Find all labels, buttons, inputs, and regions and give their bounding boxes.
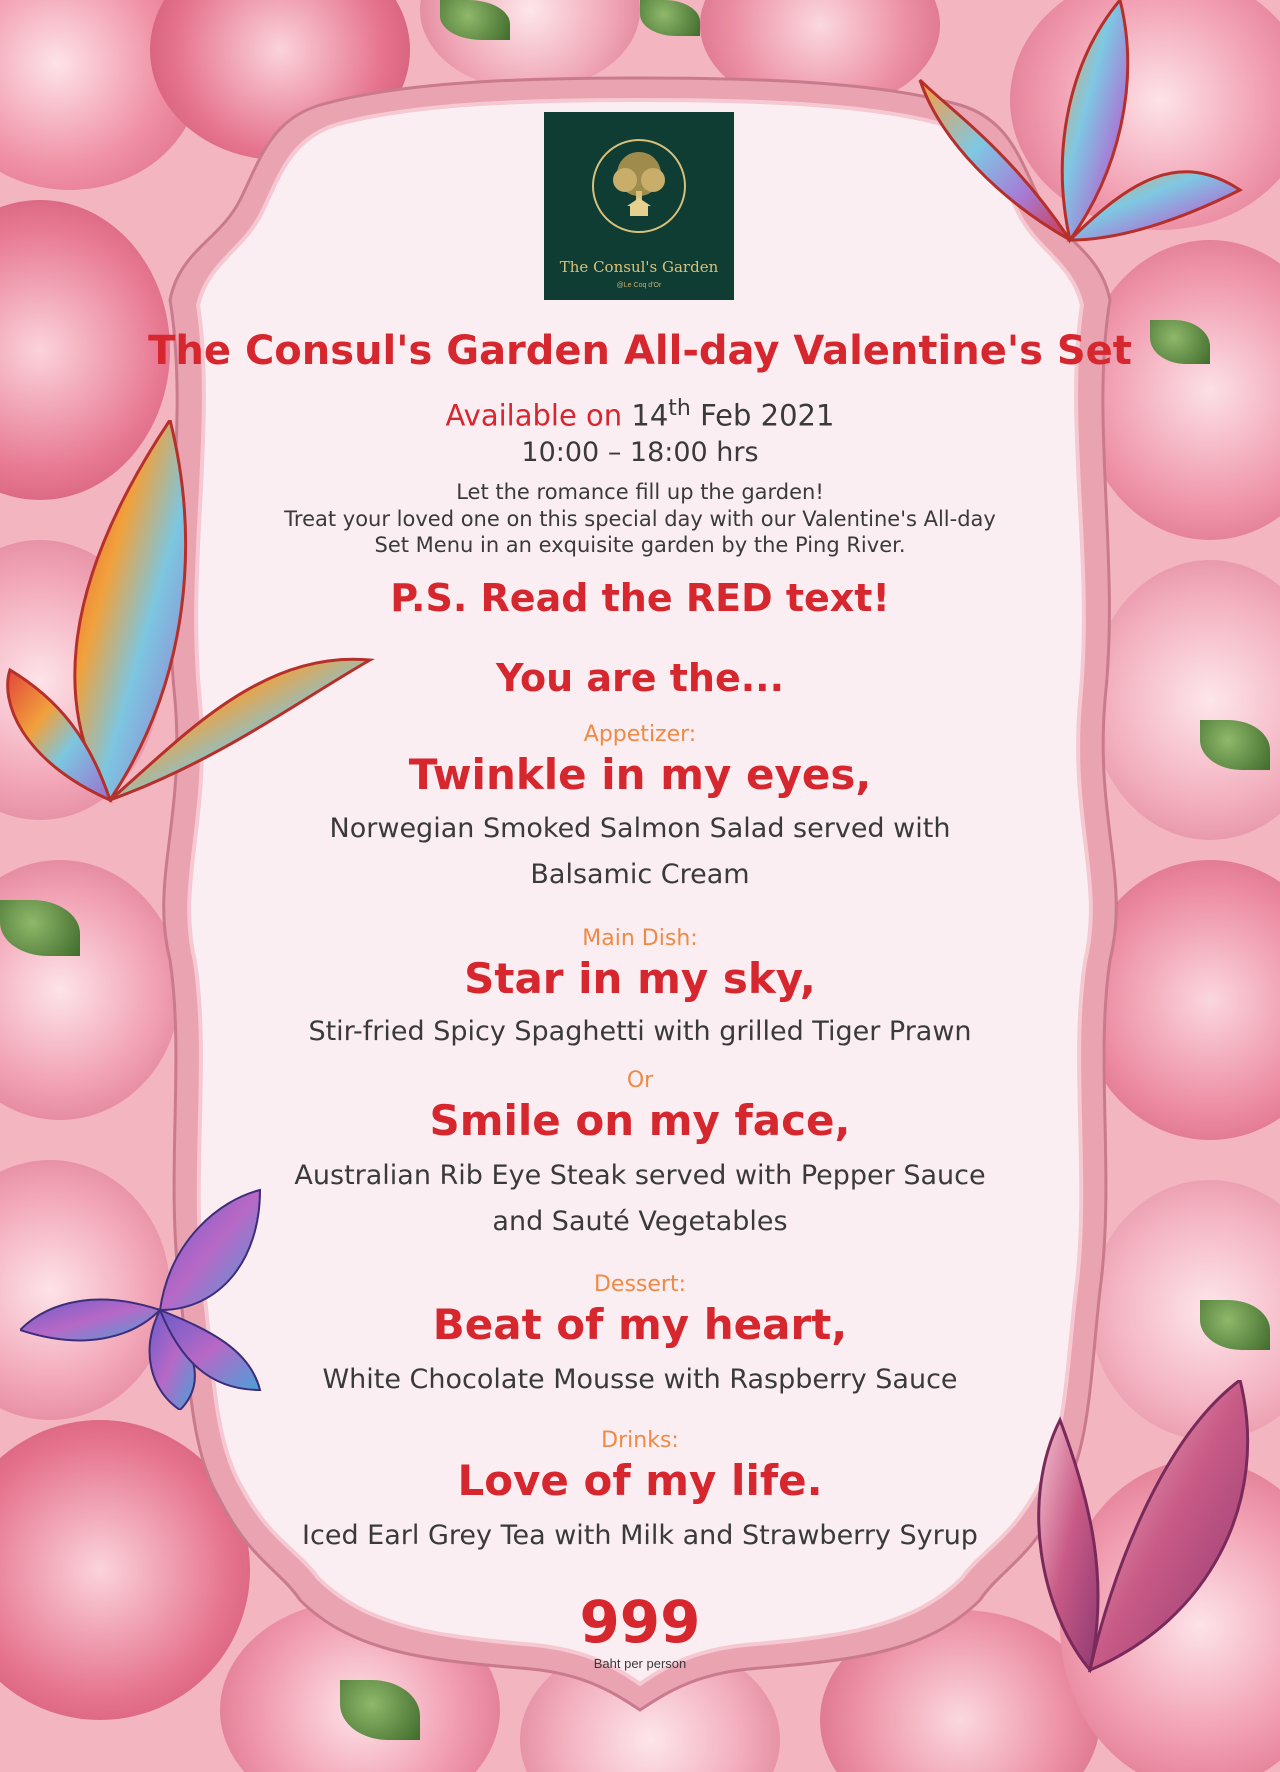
page-title: The Consul's Garden All-day Valentine's Set: [148, 328, 1132, 374]
intro-line-1: Let the romance fill up the garden!: [456, 480, 824, 504]
logo-name: The Consul's Garden: [559, 258, 719, 276]
price-unit: Baht per person: [593, 1656, 687, 1671]
intro-line-3: Set Menu in an exquisite garden by the Ping River.: [374, 533, 906, 557]
availability-hours: 10:00 – 18:00 hrs: [521, 437, 759, 468]
appetizer-label: Appetizer:: [583, 722, 697, 747]
logo-subtitle: @Le Coq d'Or: [616, 282, 662, 289]
appetizer-desc-2: Balsamic Cream: [530, 859, 750, 890]
drinks-label: Drinks:: [601, 1428, 679, 1453]
availability-prefix: Available on: [445, 398, 623, 433]
main-alt-desc-1: Australian Rib Eye Steak served with Pepper Sauce: [294, 1160, 986, 1191]
ps-note: P.S. Read the RED text!: [390, 576, 890, 620]
availability-line: [0, 396, 1280, 433]
main-desc-1: Stir-fried Spicy Spaghetti with grilled Tiger Prawn: [308, 1016, 972, 1047]
price-amount: 999: [579, 1588, 701, 1656]
availability-date: Feb 2021: [700, 398, 835, 433]
main-label: Main Dish:: [582, 926, 698, 951]
restaurant-logo: [544, 112, 734, 300]
main-alt-title: Smile on my face,: [429, 1096, 851, 1145]
dessert-title: Beat of my heart,: [432, 1300, 848, 1349]
appetizer-desc-1: Norwegian Smoked Salmon Salad served with: [329, 813, 951, 844]
butterfly-top-right-icon: [880, 0, 1260, 260]
or-label: Or: [626, 1068, 654, 1093]
main-title: Star in my sky,: [464, 954, 816, 1003]
appetizer-title: Twinkle in my eyes,: [408, 750, 872, 799]
drinks-title: Love of my life.: [457, 1456, 823, 1505]
tree-icon: [589, 136, 689, 236]
main-alt-desc-2: and Sauté Vegetables: [492, 1206, 788, 1237]
dessert-label: Dessert:: [593, 1272, 687, 1297]
you-are-heading: You are the...: [495, 656, 785, 700]
availability-day: 14: [631, 398, 669, 433]
dessert-desc-1: White Chocolate Mousse with Raspberry Sauce: [322, 1364, 958, 1395]
drinks-desc-1: Iced Earl Grey Tea with Milk and Strawberry Syrup: [302, 1520, 978, 1551]
availability-day-suffix: th: [668, 396, 691, 421]
intro-line-2: Treat your loved one on this special day with our Valentine's All-day: [284, 507, 996, 531]
